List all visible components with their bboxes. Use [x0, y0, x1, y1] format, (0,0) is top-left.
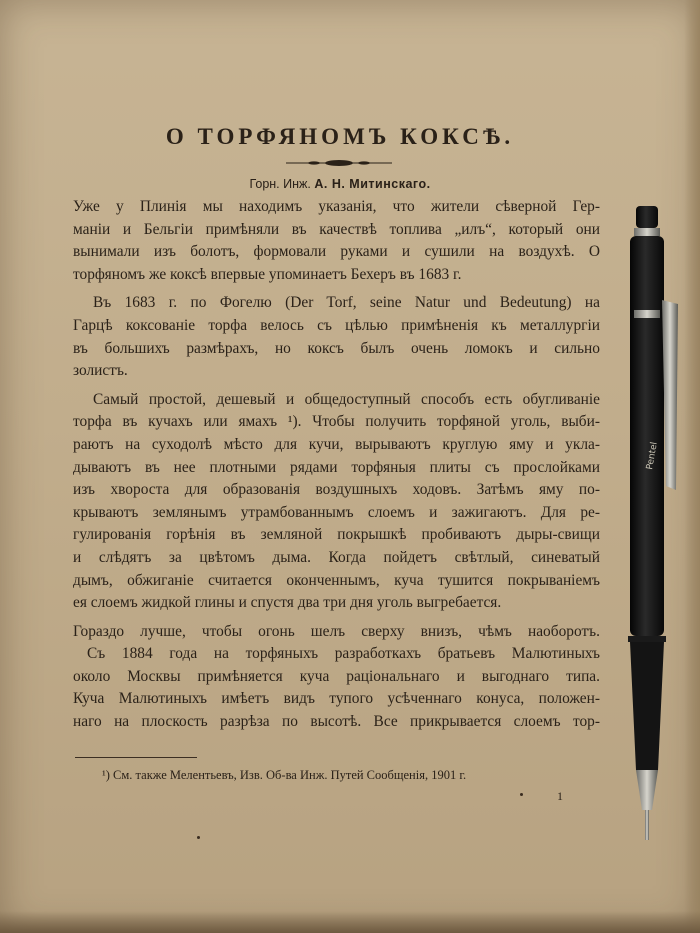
- text-line: около Москвы примѣняется куча раціональнаго и выгоднаго типа.: [73, 667, 600, 685]
- page-number: 1: [557, 789, 563, 803]
- text-line: Гарцѣ коксованіе торфа велось съ цѣлью примѣненія къ металлургіи: [73, 316, 600, 334]
- article-author: [150, 177, 530, 191]
- footnote-rule: [75, 757, 197, 758]
- article-title: О ТОРФЯНОМЪ КОКСѢ.: [165, 124, 515, 149]
- author-prefix: Горн. Инж.: [249, 177, 311, 191]
- text-line: ея слоемъ жидкой глины и спустя два три дня уголь выгребается.: [73, 594, 502, 612]
- text-line: Самый простой, дешевый и общедоступный способъ есть обугливаніе: [93, 390, 600, 408]
- text-line: маніи и Бельгіи примѣняли въ качествѣ топлива „илъ“, который они: [73, 220, 600, 238]
- text-line: Въ 1683 г. по Фогелю (Der Torf, seine Natur und Bedeutung) на: [93, 294, 600, 312]
- mechanical-pencil: [592, 200, 692, 850]
- paragraph-1: [73, 196, 600, 286]
- title-ornament: [284, 158, 394, 168]
- text-line: наго на плоскость разрѣза по высотѣ. Все прикрывается слоемъ тор-: [73, 713, 600, 731]
- pencil-brand-label: Pentel: [645, 441, 660, 471]
- text-line: Уже у Плинія мы находимъ указанія, что жители сѣверной Гер-: [73, 198, 600, 215]
- author-name: А. Н. Митинскаго.: [314, 177, 431, 191]
- text-line: Гораздо лучше, чтобы огонь шелъ сверху внизъ, чѣмъ наоборотъ.: [73, 622, 600, 640]
- paper-speck: [197, 836, 200, 839]
- text-line: въ большихъ размѣрахъ, но коксъ былъ очень ломокъ и сильно: [73, 339, 600, 357]
- text-line: Съ 1884 года на торфяныхъ разработкахъ братьевъ Малютиныхъ: [87, 645, 600, 663]
- paragraph-2: [73, 292, 600, 382]
- text-line: торфа въ кучахъ или ямахъ ¹). Чтобы получить торфяной уголь, выби-: [73, 413, 600, 431]
- text-line: изъ хвороста для образованія воздушныхъ ходовъ. Затѣмъ яму по-: [73, 481, 600, 499]
- article-body: [73, 196, 600, 734]
- text-line: раютъ на суходолѣ мѣсто для кучи, вырываютъ круглую яму и укла-: [73, 435, 600, 453]
- text-line: и слѣдятъ за цвѣтомъ дыма. Когда пойдетъ свѣтлый, синеватый: [73, 548, 600, 566]
- text-line: вынимали изъ болотъ, формовали руками и сушили на воздухѣ. О: [73, 243, 600, 261]
- paper-speck: [520, 793, 523, 796]
- text-line: крываютъ землянымъ утрамбованнымъ слоемъ и зажигаютъ. Для ре-: [73, 503, 600, 521]
- text-line: золистъ.: [73, 362, 128, 380]
- text-line: Куча Малютиныхъ имѣетъ видъ тупого усѣченнаго конуса, положен-: [73, 690, 600, 708]
- text-line: дымъ, обжиганіе считается оконченнымъ, куча тушится покрываніемъ: [73, 571, 600, 589]
- paragraph-4: [73, 621, 600, 644]
- page-bottom-shadow: [0, 911, 700, 933]
- paragraph-5: [73, 643, 600, 733]
- paragraph-3: [73, 389, 600, 615]
- text-line: гулированія горѣнія въ земляной покрышкѣ пробиваютъ дыры-свищи: [73, 526, 600, 544]
- footnote: ¹) См. также Мелентьевъ, Изв. Об-ва Инж. Путей Сообщенія, 1901 г.: [102, 768, 467, 782]
- text-line: торфяномъ же коксѣ впервые упоминаетъ Бехеръ въ 1683 г.: [73, 265, 462, 283]
- text-line: дываютъ въ нее плотными рядами торфяныя плиты съ прослойками: [73, 458, 600, 476]
